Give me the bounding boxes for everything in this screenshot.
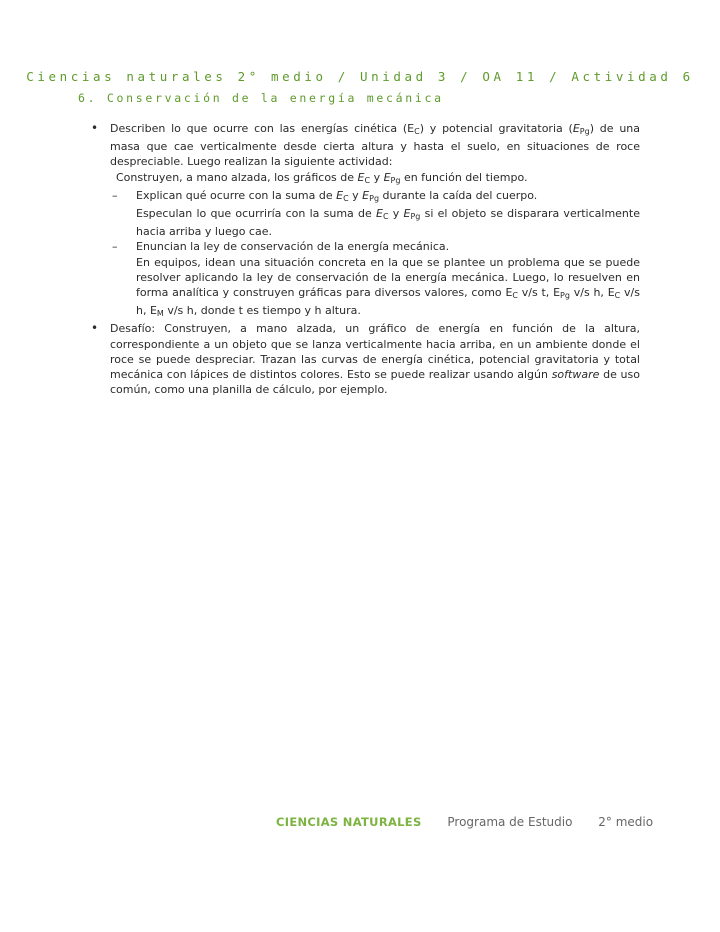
footer-program: Programa de Estudio bbox=[447, 815, 573, 829]
section-title: 6. Conservación de la energía mecánica bbox=[78, 91, 444, 105]
page-footer bbox=[276, 815, 653, 829]
page-header: Ciencias naturales 2° medio / Unidad 3 / OA 11 / Actividad 6 bbox=[26, 69, 694, 84]
footer-grade: 2° medio bbox=[598, 815, 654, 829]
bullet-marker: • bbox=[91, 321, 99, 336]
bullet-challenge: • Desafío: Construyen, a mano alzada, un gráfico de energía en función de la altura, correspondiente a un objeto que se lanza verticalmente hacia arriba, en un ambiente donde el roce se puede despreciar. Trazan las curvas de energía cinética, potencial gravitatoria y total mecánica con lápices de distintos colores. Esto se puede realizar usando algún software de uso común, como una planilla de cálculo, por ejemplo. bbox=[91, 321, 640, 397]
bullet-marker: • bbox=[91, 121, 99, 135]
dash-marker: – bbox=[112, 240, 118, 254]
dash-item-speculate: Especulan lo que ocurriría con la suma de $E_C$ y $E_{Pg}$ si el objeto se disparara verticalmente hacia arriba y luego cae. bbox=[136, 207, 640, 239]
activity-content bbox=[90, 121, 640, 397]
dash-item-enunciate: – Enuncian la ley de conservación de la energía mecánica. bbox=[112, 240, 450, 254]
dash-marker: – bbox=[112, 188, 118, 202]
sub-construct-graphs: Construyen, a mano alzada, los gráficos de $E_C$ y $E_{Pg}$ en función del tiempo. bbox=[116, 170, 528, 185]
bullet-describe: • Describen lo que ocurre con las energías cinética $(E_C)$ y potencial gravitatoria $(E_{Pg})$ de una masa que cae verticalmente desde cierta altura y hasta el suelo, en situaciones de roce despreciable. Luego realizan la siguiente actividad: bbox=[91, 121, 640, 169]
footer-subject: CIENCIAS NATURALES bbox=[276, 815, 422, 829]
dash-item-teams: En equipos, idean una situación concreta en la que se plantee un problema que se puede resolver aplicando la ley de conservación de la energía mecánica. Luego, lo resuelven en forma analítica y construyen gráficas para diversos valores, como $E_C$ v/s t, $E_{Pg}$ v/s h, $E_C$ v/s h, $E_M$ v/s h, donde t es tiempo y h altura. bbox=[136, 255, 640, 319]
dash-item-explain: – Explican qué ocurre con la suma de $E_C$ y $E_{Pg}$ durante la caída del cuerpo. bbox=[112, 188, 538, 203]
